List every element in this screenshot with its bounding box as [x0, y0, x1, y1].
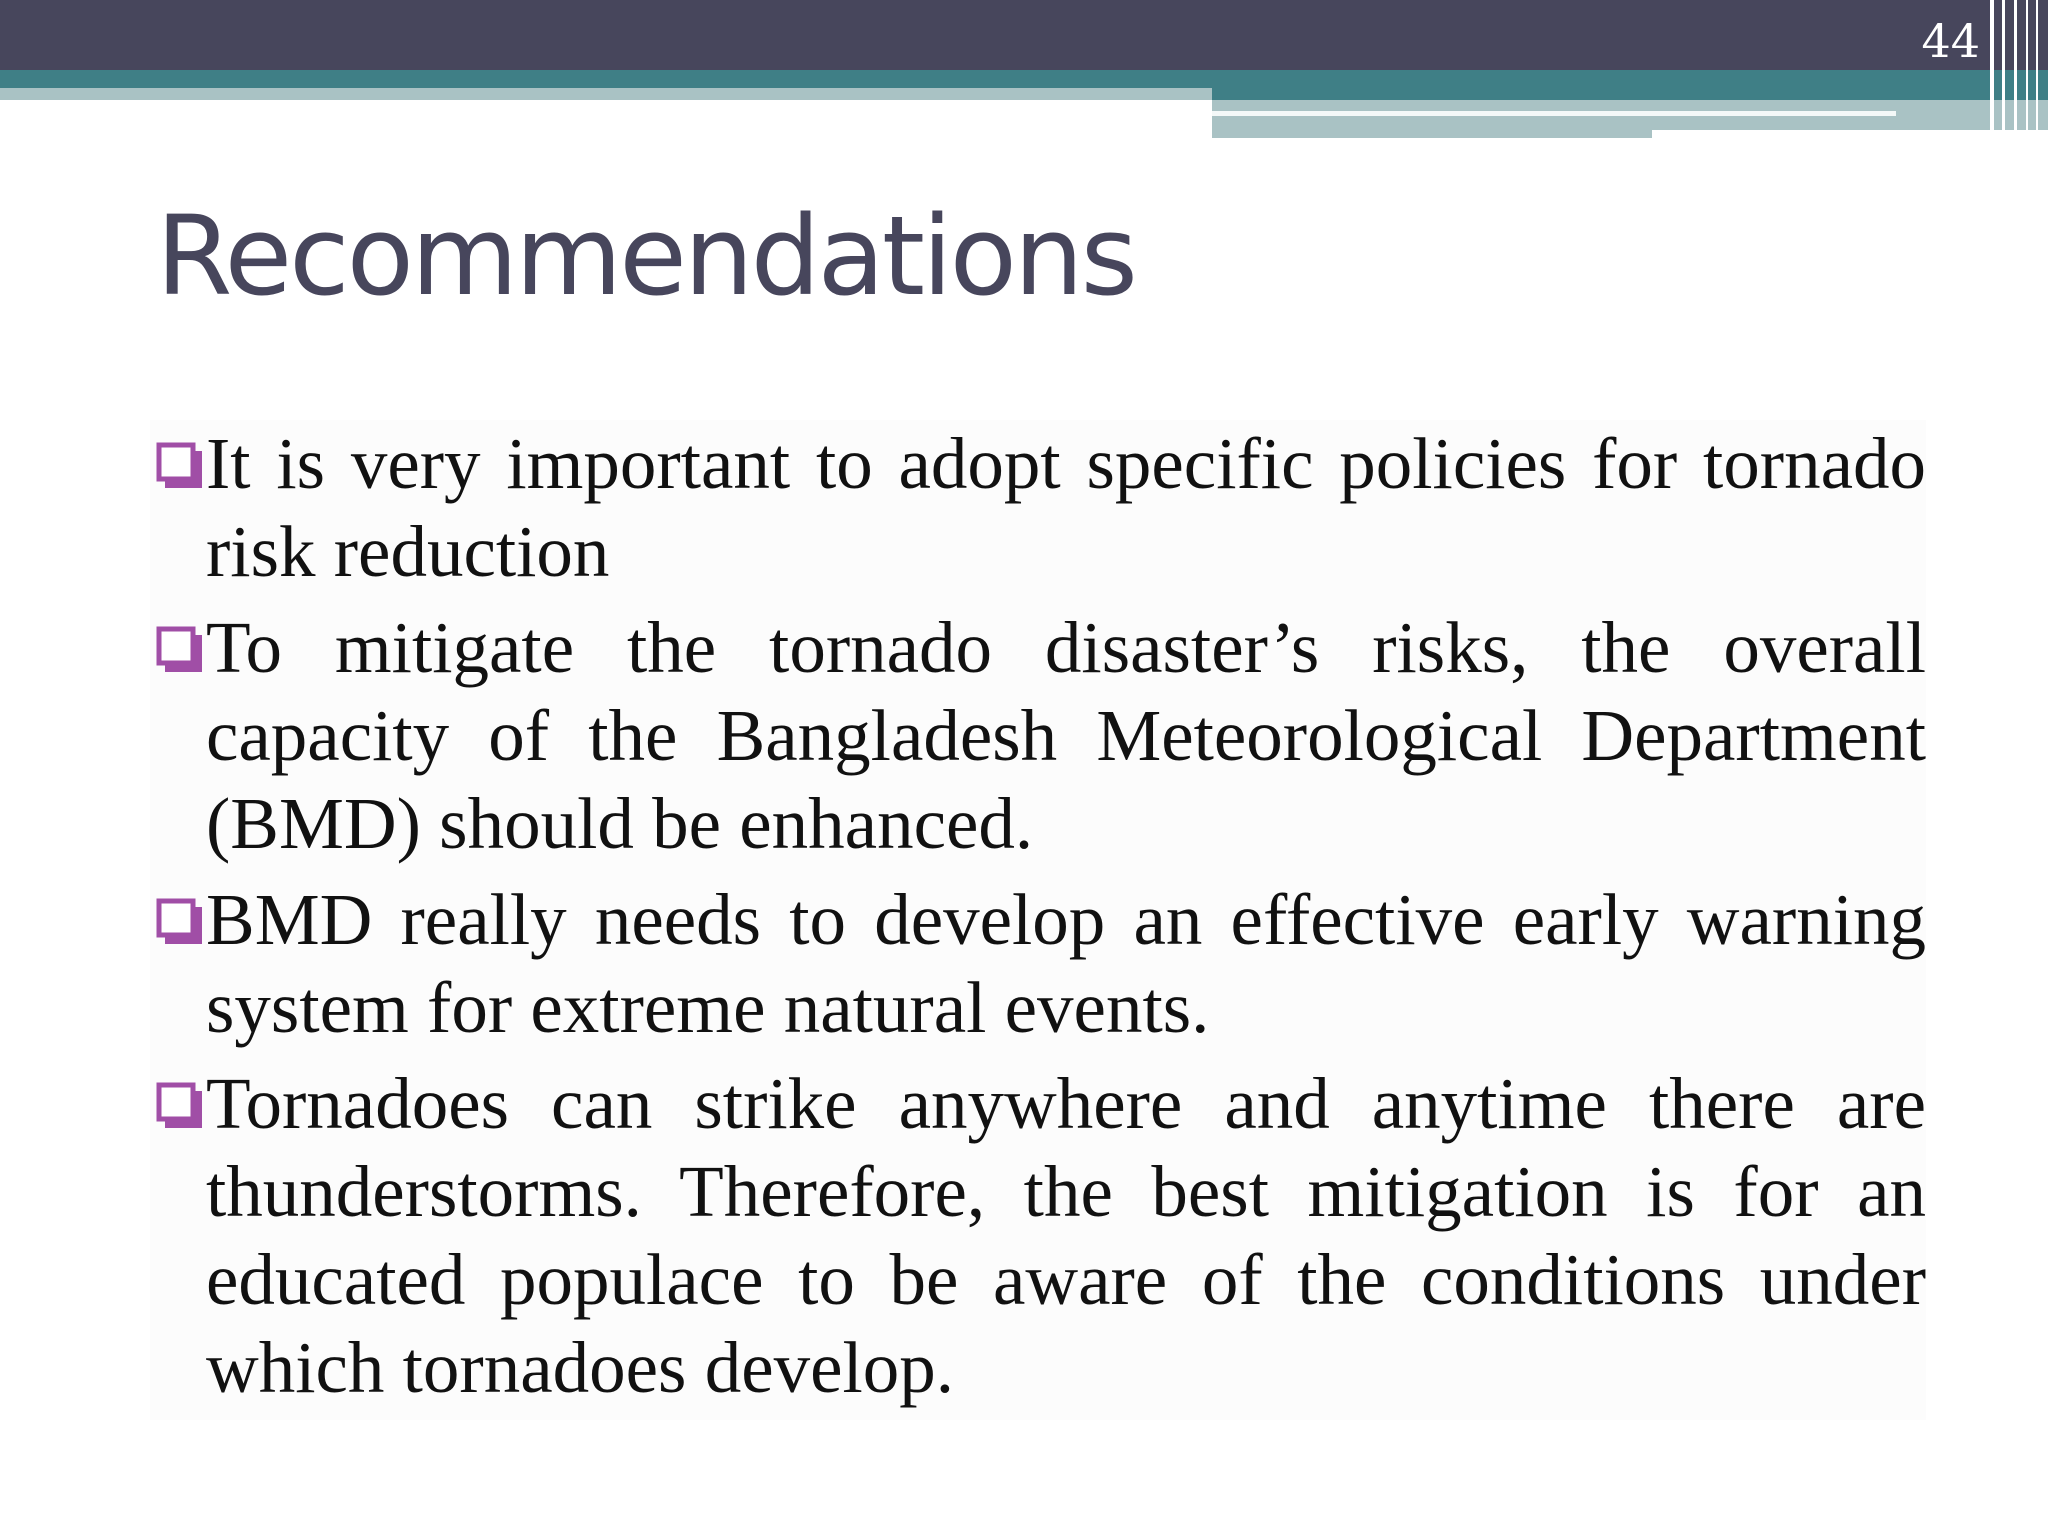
- header-white-line: [1212, 111, 1896, 116]
- header-stripe: [2002, 0, 2005, 138]
- bullet-text: BMD really needs to develop an effective early warning system for extreme natural events.: [206, 879, 1926, 1048]
- checkbox-square-icon: [156, 1082, 202, 1128]
- list-item: [150, 604, 1926, 868]
- page-number: 44: [1921, 14, 1980, 68]
- header-teal-bar: [0, 70, 2048, 88]
- header-dark-bar: [0, 0, 2048, 70]
- list-item: [150, 1060, 1926, 1412]
- header-stripe: [1990, 0, 1994, 138]
- list-item: [150, 420, 1926, 596]
- checkbox-square-icon: [156, 898, 202, 944]
- header-white-line-2: [1652, 130, 2048, 138]
- header-stripe: [2026, 0, 2028, 138]
- bullet-text: To mitigate the tornado disaster’s risks, the overall capacity of the Bangladesh Meteorological Department (BMD) should be enhanced.: [206, 607, 1926, 864]
- header-stripe: [2036, 0, 2038, 138]
- slide-title: Recommendations: [156, 192, 1135, 320]
- checkbox-square-icon: [156, 442, 202, 488]
- header-light-bar-left: [0, 88, 1212, 100]
- bullet-text: It is very important to adopt specific policies for tornado risk reduction: [206, 423, 1926, 592]
- list-item: [150, 876, 1926, 1052]
- bullet-list: [150, 420, 1926, 1420]
- checkbox-square-icon: [156, 626, 202, 672]
- bullet-text: Tornadoes can strike anywhere and anytime there are thunderstorms. Therefore, the best mitigation is for an educated populace to be aware of the conditions under which tornadoes develop.: [206, 1063, 1926, 1408]
- header-teal-bar-right: [1212, 88, 2048, 100]
- header-stripe: [2014, 0, 2017, 138]
